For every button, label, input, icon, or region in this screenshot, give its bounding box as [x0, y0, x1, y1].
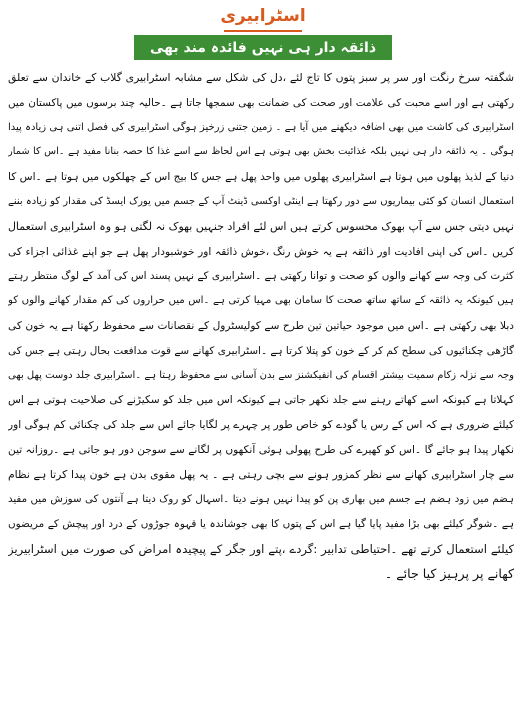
body-line: ہیں کیونکہ یہ ذائقہ کے ساتھ ساتھ صحت کا سامان بھی مہیا کرتی ہے ۔اس میں حراروں کی کم مقدار کھانے والوں کو: [8, 295, 514, 307]
subtitle-text: ذائقہ دار ہی نہیں فائدہ مند بھی: [149, 39, 377, 56]
body-line: گاڑھی چکنائیوں کی سطح کم کر کے خون کو پتلا کرتا ہے ۔اسٹرابیری کھانے سے قوت مدافعت بحال رہتی ہے جس کی: [8, 344, 514, 357]
body-line: کریں ۔اس کی اپنی افادیت اور ذائقہ ہے یہ خوش رنگ ،خوش ذائقہ اور خوشبودار پھل ہے جو اپنے غذائی اجزاء کی: [8, 245, 514, 258]
article-body: [8, 66, 514, 587]
body-line: کیلئے استعمال کرتے تھے ۔احتیاطی تدابیر :گردے ،پتے اور جگر کے پیچیدہ امراض کی صورت میں اسٹرابیریز: [8, 542, 514, 557]
body-line: کہلاتا ہے کیونکہ اسے کھاتے رہنے سے جلد نکھر جاتی ہے کیونکہ اس میں جلد کو سکیڑنے کی صلاحیت ہوتی ہے اس: [8, 394, 514, 407]
body-line: نکھار پیدا ہو جائے گا ۔اس کو کھیرے کی طرح پھولی ہوئی آنکھوں پر لگانے سے سوجن دور ہو جاتی ہے ۔روزانہ تین: [8, 443, 514, 456]
body-line: رکھتی ہے اور اسے محبت کی علامت اور صحت کی ضمانت بھی سمجھا جاتا ہے ۔حالیہ چند برسوں میں پاکستان میں: [8, 96, 514, 109]
body-line: اسٹرابیری کی کاشت میں بھی اضافہ دیکھنے میں آیا ہے ۔ زمین جتنی زرخیز ہوگی اسٹرابیری کی فصل اتنی ہی زیادہ پیدا: [8, 121, 514, 133]
body-line: ہوگی ۔ یہ ذائقہ دار ہی نہیں بلکہ غذائیت بخش بھی ہوتی ہے اس لحاظ سے اسے غذا کا حصہ بنانا مفید ہے ۔اس کا شمار: [8, 146, 514, 158]
body-line: ہے ۔شوگر کیلئے بھی بڑا مفید پایا گیا ہے اس کے پتوں کا بھی جوشاندہ یا قہوہ جوڑوں کے درد اور پیچش کے مریضوں: [8, 518, 514, 531]
title-underline: [224, 30, 302, 32]
body-line: کیلئے ضروری ہے کہ اس کے رس یا گودے کو خاص طور پر چہرے پر لگایا جائے اس سے جلد کی چکنائی کم ہوگی اور: [8, 419, 514, 432]
body-line: سے چار اسٹرابیری کھانے سے نظر کمزور ہونے سے بچی رہتی ہے ۔ یہ پھل مقوی بدن ہے خون پیدا کرتا ہے نظام: [8, 467, 514, 481]
article-title: اسٹرابیری: [220, 6, 306, 26]
body-line: دبلا بھی رکھتی ہے ۔اس میں موجود حیاتین تین طرح سے کولیسٹرول کے نقصانات سے محفوظ رکھتا ہے یہ خون کی: [8, 319, 514, 332]
subtitle-banner: [134, 35, 392, 60]
body-line: شگفتہ سرخ رنگت اور سر پر سبز پتوں کا تاج لئے ،دل کی شکل سے مشابہ اسٹرابیری گلاب کے خاندان سے تعلق: [8, 71, 514, 84]
body-line: کھانے پر پرہیز کیا جائے ۔: [384, 565, 514, 581]
body-line: کثرت کی وجہ سے کھانے والوں کو صحت و توانا رکھتی ہے ۔اسٹرابیری کے نہیں پسند اس کی آمد کے لوگ منتظر رہتے: [8, 270, 514, 283]
body-line: وجہ سے نزلہ زکام سمیت بیشتر اقسام کی انفیکشنز سے بدن آسانی سے محفوظ رہتا ہے ۔اسٹرابیری جلد دوست پھل بھی: [8, 369, 514, 381]
body-line: نہیں دیتی جس سے آپ بھوک محسوس کرتے ہیں اس لئے افراد جنہیں بھوک نہ لگتی ہو وہ اسٹرابیری استعمال: [8, 219, 514, 233]
body-line: ہضم میں زود ہضم ہے جسم میں بھاری پن کو پیدا نہیں ہونے دیتا ۔اسہال کو روک دیتا ہے آنتوں کی سوزش میں مفید: [8, 493, 514, 505]
body-line: دنیا کے لذیذ پھلوں میں ہوتا ہے اسٹرابیری پھلوں میں واحد پھل ہے جس کا بیج اس کے چھلکوں میں ہوتا ہے ۔اس کا: [8, 171, 514, 184]
body-line: استعمال انسان کو کئی بیماریوں سے دور رکھتا ہے اینٹی اوکسی ڈینٹ آپ کے جسم میں یورک ایسڈ کی مقدار کو زیادہ بننے: [8, 195, 514, 207]
